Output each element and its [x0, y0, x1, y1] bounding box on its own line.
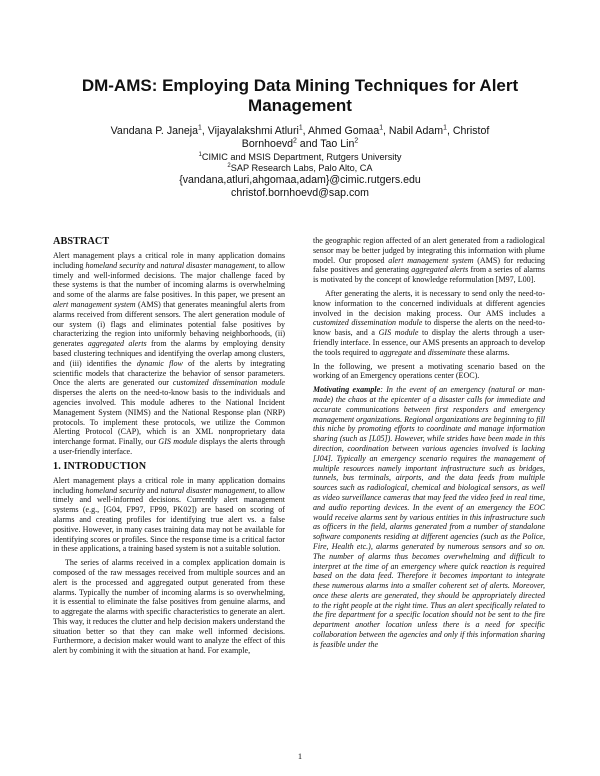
text: and	[413, 347, 426, 357]
text-italic: natural disaster management	[160, 485, 255, 495]
text: from a series of alarms is motivated by the concept of knowledge reformulation [M97, L00].	[313, 265, 546, 285]
abstract-paragraph	[53, 251, 285, 457]
text: these alarms.	[467, 347, 510, 357]
text: to display the alerts through a user-friendly interface. In essence, our AMS presents an approach to develop the tools required to	[313, 328, 545, 357]
text: from the alarms by employing density based clustering techniques and identifying the overlap among clusters, and (iii) identifies the	[53, 339, 286, 368]
author-affil-sup: 1	[379, 124, 384, 132]
text-italic: disseminate	[427, 347, 466, 357]
email-1: {vandana,atluri,ahgomaa,adam}@cimic.rutgers.edu	[179, 174, 421, 186]
text-italic: customized dissemination module	[172, 378, 286, 388]
affiliations	[60, 152, 540, 200]
introduction-heading: 1. INTRODUCTION	[53, 460, 147, 472]
author-name: Vandana P. Janeja	[110, 125, 199, 137]
right-paragraph-2	[313, 289, 545, 358]
text-italic: alert management system	[388, 255, 474, 265]
author-name: , Christof	[446, 125, 490, 137]
text-italic: homeland security	[85, 485, 145, 495]
text: disperses the alerts on the need-to-know basis to the individuals and agencies involved. This module adheres to the National Incident Management System (NIMS) and the National Response plan (NRP) protocols. To implement these protocols, we utilize the Common Alerting Protocol (CAP), which is an XML nonproprietary data interchange format. Finally, our	[53, 388, 285, 447]
abstract-heading: ABSTRACT	[53, 236, 110, 247]
text-italic: homeland security	[85, 260, 145, 270]
text-italic: aggregated alerts	[411, 265, 469, 275]
author-name: and Tao Lin	[296, 138, 355, 150]
affil-text: SAP Research Labs, Palo Alto, CA	[230, 163, 373, 173]
email-2: christof.bornhoevd@sap.com	[231, 187, 369, 199]
text-italic: natural disaster management	[160, 260, 255, 270]
right-column	[313, 236, 545, 654]
author-affil-sup: 1	[198, 124, 202, 132]
text-italic: aggregated alerts	[87, 339, 147, 349]
text: (AMS) for reducing false positives and generating	[313, 255, 546, 275]
motivating-example	[313, 385, 545, 650]
motivating-example-label: Motivating example	[313, 385, 381, 395]
author-line-1	[60, 125, 540, 138]
text: (AMS) that generates meaningful alerts from alarms received from different sensors. The alert generation module of our system (i) flags and eliminates potential false positives by characterizing the region into uniformly behaving neighborhoods, (ii) generates	[53, 299, 285, 349]
author-name: , Vijayalakshmi Atluri	[201, 125, 299, 137]
text: and	[146, 485, 159, 495]
text: to disperse the alerts on the need-to-know basis, and a	[313, 318, 545, 338]
text: the geographic region affected of an alert generated from a radiological sensor may be better judged by integrating this information with plume model. Our proposed	[313, 236, 545, 265]
affiliation-1	[60, 152, 540, 163]
affiliation-2	[60, 163, 540, 174]
text-italic: customized dissemination module	[313, 318, 423, 328]
text: , to allow timely and well-informed decisions. The major challenge faced by these systems is that the number of incoming alarms is overwhelming and some of the alarms are false positives. In this paper, we present an	[53, 260, 286, 300]
text-italic: aggregate	[379, 347, 412, 357]
author-affil-sup: 2	[293, 137, 297, 145]
affil-sup: 1	[198, 151, 202, 158]
author-list	[60, 125, 540, 151]
text: , to allow timely and well-informed decisions. Currently alert management systems (e.g., [G04, FP97, FP99, PK02]) are based on scoring of alarms and creating profiles for identifying true alert vs. a false positive. However, in many cases training data may not be available for identifying scores or profiles. Since the response time is a critical factor in these applications, a training based system is not a suitable solution.	[53, 485, 286, 554]
intro-paragraph-2: The series of alarms received in a complex application domain is composed of the raw messages received from multiple sources and an alert is the processed and aggregated output generated from these alarms. Typically the number of incoming alarms is so overwhelming, it is essential to eliminate the false positives from genuine alarms, and to aggregate the alarms with specific characteristics to generate an alert. This way, it reduces the clutter and help decision makers understand the situation better so that they can make well informed decisions. Furthermore, a decision maker would want to analyze the effect of this alert by combining it with the situation at hand. For example,	[53, 558, 285, 656]
right-paragraph-3: In the following, we present a motivating scenario based on the working of an Emergency operations center (EOC).	[313, 361, 545, 381]
author-line-2	[60, 138, 540, 151]
author-name: , Ahmed Gomaa	[302, 125, 380, 137]
author-affil-sup: 1	[298, 124, 303, 132]
text: After generating the alerts, it is necessary to send only the need-to-know information to the concerned individuals at different agencies involved in the decision making process. Our AMS includes a	[313, 288, 545, 318]
author-name: , Nabil Adam	[383, 125, 444, 137]
text: of the alerts by integrating scientific models that characterize the behavior of sensor parameters. Once the alerts are generated our	[53, 358, 286, 388]
text: and	[146, 260, 159, 270]
author-affil-sup: 1	[443, 124, 447, 132]
text-italic: dynamic flow	[136, 358, 183, 368]
text-italic: GIS module	[378, 328, 419, 338]
text-italic: GIS module	[158, 437, 197, 447]
page-number: 1	[297, 751, 303, 761]
author-affil-sup: 2	[354, 137, 359, 145]
paper-title: DM-AMS: Employing Data Mining Techniques for Alert Management	[81, 76, 519, 115]
text: : In the event of an emergency (natural or man-made) the chaos at the epicenter of a disaster calls for immediate and accurate communications between first responders and emergency management organizations. Regional organizations are beginning to fill this niche by promoting efforts to coordinate and manage information sharing (such as [L05]). However, while strides have been made in this direction, coordination between various agencies involved is lacking [J04]. Typically an emergency scenario requires the management of multiple resources namely important infrastructure such as bridges, tunnels, bus terminals, airports, and the data feeds from multiple sources such as radiological, chemical and biological sensors, as well as video surveillance cameras that may feed the video feed in real time, and audio reporting devices. In the event of an emergency the EOC would receive alarms sent by various entities in this infrastructure such as officers in the field, alarms generated from a number of standalone software components residing at different agencies (such as the Police, Fire, Health etc.), alarms generated by numerous sensors and so on. The number of alarms thus becomes overwhelming and difficult to interpret at the time of an emergency where quick reaction is required based on the data feed. Therefore it becomes important to integrate these numerous alarms into a smaller coherent set of alerts. Moreover, once these alerts are generated, they should be appropriately directed to the right people at the right time. Thus an alert specifically related to the fire department for a specific location should not be sent to the fire department another location unless there is a need for specific collaboration between the agencies and only if this information sharing is feasible under the	[313, 385, 546, 649]
text: Alert management plays a critical role in many application domains including	[53, 251, 285, 270]
affil-sup: 2	[227, 162, 231, 169]
author-name: Bornhoevd	[241, 138, 294, 150]
text-italic: alert management system	[53, 299, 136, 309]
text: displays the alerts through a user-friendly interface.	[53, 437, 286, 456]
text: Alert management plays a critical role in many application domains including	[53, 475, 285, 495]
right-paragraph-1	[313, 236, 545, 285]
affil-text: CIMIC and MSIS Department, Rutgers University	[201, 152, 402, 162]
left-column	[53, 236, 285, 660]
intro-paragraph-1	[53, 476, 285, 554]
